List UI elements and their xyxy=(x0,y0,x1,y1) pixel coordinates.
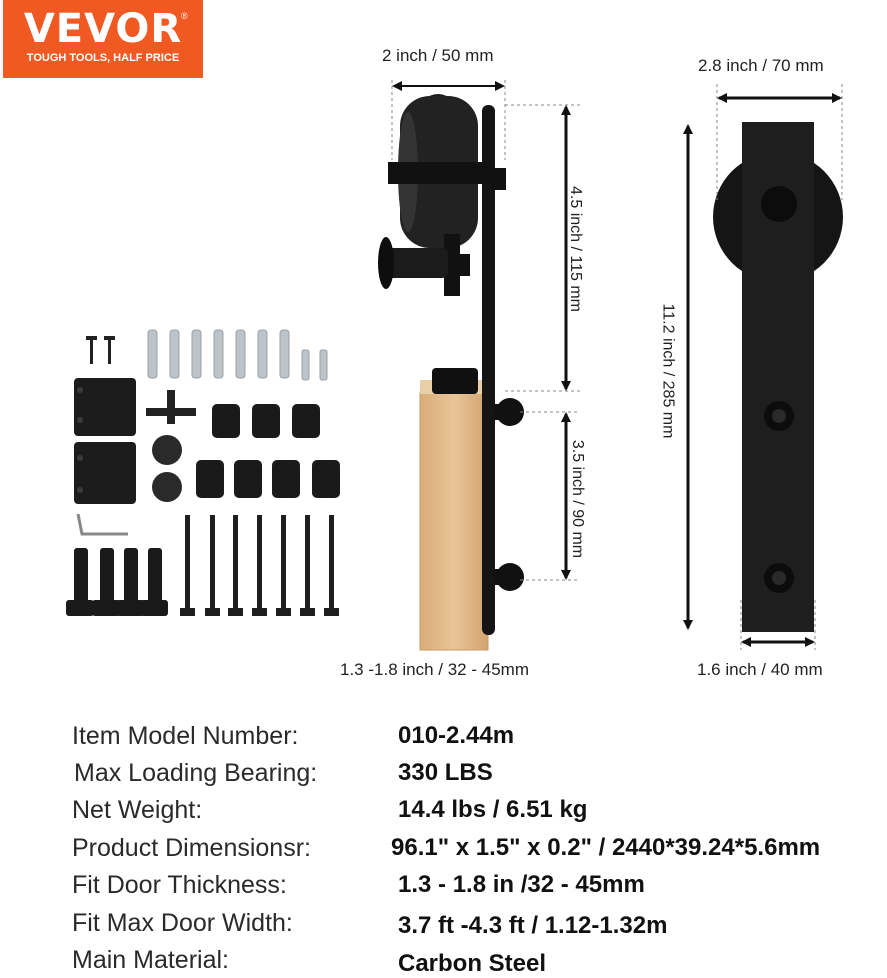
front-view xyxy=(688,84,843,650)
spec-label-model: Item Model Number: xyxy=(72,722,299,750)
spec-label-weight: Net Weight: xyxy=(72,796,203,824)
spec-label-door-width: Fit Max Door Width: xyxy=(72,909,293,937)
registered-mark: ® xyxy=(181,11,188,21)
dim-strap-width-bottom: 1.6 inch / 40 mm xyxy=(697,660,823,679)
hardware-kit xyxy=(66,330,340,616)
dim-wheel-height: 4.5 inch / 115 mm xyxy=(566,186,584,312)
spec-label-door-thickness: Fit Door Thickness: xyxy=(72,871,287,899)
dim-bolt-spacing: 3.5 inch / 90 mm xyxy=(569,439,587,559)
spec-label-material: Main Material: xyxy=(72,946,229,974)
brand-name: VEVOR xyxy=(23,6,183,52)
dim-total-height: 11.2 inch / 285 mm xyxy=(659,303,677,439)
spec-value-material: Carbon Steel xyxy=(398,950,547,977)
spec-value-model: 010-2.44m xyxy=(398,722,515,749)
spec-value-loading: 330 LBS xyxy=(398,759,493,786)
side-view xyxy=(378,80,580,650)
spec-value-dimensions: 96.1" x 1.5" x 0.2" / 2440*39.24*5.6mm xyxy=(391,834,821,861)
spec-value-door-thickness: 1.3 - 1.8 in /32 - 45mm xyxy=(398,871,645,898)
door-block xyxy=(420,392,488,650)
dim-wheel-width: 2 inch / 50 mm xyxy=(382,46,494,65)
spec-label-loading: Max Loading Bearing: xyxy=(74,759,318,787)
brand-tagline: TOUGH TOOLS, HALF PRICE xyxy=(26,52,180,64)
dim-strap-width-top: 2.8 inch / 70 mm xyxy=(698,56,824,75)
spec-value-weight: 14.4 lbs / 6.51 kg xyxy=(398,796,588,823)
dim-door-thickness: 1.3 -1.8 inch / 32 - 45mm xyxy=(340,660,529,679)
spec-value-door-width: 3.7 ft -4.3 ft / 1.12-1.32m xyxy=(398,912,668,939)
spec-label-dimensions: Product Dimensionsr: xyxy=(72,834,311,862)
